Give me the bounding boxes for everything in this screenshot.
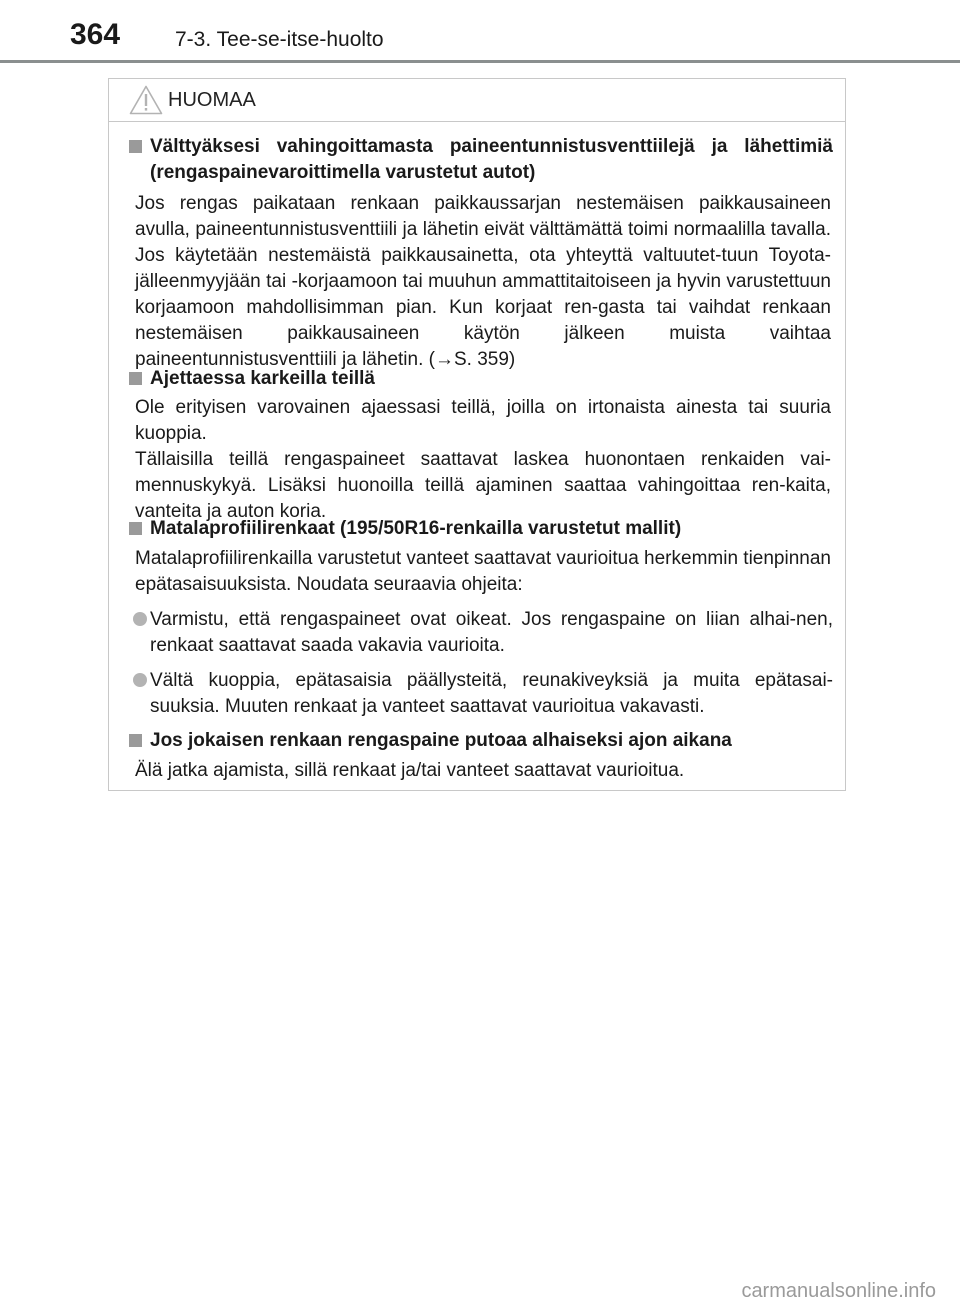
item-text: Jos rengas paikataan renkaan paikkaussarjan nestemäisen paikkausaineen avulla, paineentunnistusventtiili ja lähetin eivät välttämättä toimi normaalilla tavalla. Jos käytetään nestemäistä paikkausainetta, ota yhteyttä valtuutet-tuun Toyota-jälleenmyyjään tai -korjaamoon tai muuhun ammattitaitoiseen ja hyvin varustettuun korjaamoon mahdollisimman pian. Kun korjaat ren-gasta tai vaihdat renkaan nestemäisen paikkausaineen käytön jälkeen muista vaihtaa paineentunnistusventtiili ja lähetin. (→S. 359) [135, 193, 831, 370]
item-text: Ole erityisen varovainen ajaessasi teillä, joilla on irtonaista ainesta tai suuria kuoppia. Tällaisilla teillä rengaspaineet saattavat laskea huonontaen renkaiden vai-mennuskykyä. Lisäksi huonoilla teillä ajaminen saattaa vahingoittaa ren-kaita, vanteita ja auton koria. [135, 397, 831, 522]
item-text: Älä jatka ajamista, sillä renkaat ja/tai vanteet saattavat vaurioitua. [135, 760, 685, 781]
square-bullet-icon [129, 372, 142, 385]
notice-header [109, 79, 845, 122]
page-header [0, 0, 960, 60]
round-bullet-icon [133, 612, 147, 626]
page-number: 364 [70, 18, 121, 51]
item-heading: Ajettaessa karkeilla teillä [133, 366, 833, 392]
square-bullet-icon [129, 140, 142, 153]
round-bullet-icon [133, 673, 147, 687]
square-bullet-icon [129, 522, 142, 535]
item-text: Matalaprofiilirenkailla varustetut vanteet saattavat vaurioitua herkemmin tienpinnan epätasaisuuksista. Noudata seuraavia ohjeita: [135, 548, 831, 595]
list-item: Vältä kuoppia, epätasaisia päällysteitä, reunakiveyksiä ja muita epätasai-suuksia. Muuten renkaat ja vanteet saattavat vaurioitua vakavasti. [133, 668, 833, 720]
section-title: 7-3. Tee-se-itse-huolto [175, 28, 384, 51]
item-heading: Matalaprofiilirenkaat (195/50R16-renkailla varustetut mallit) [133, 516, 833, 542]
warning-triangle-icon [129, 85, 163, 115]
watermark: carmanualsonline.info [741, 1280, 936, 1302]
notice-label: HUOMAA [168, 89, 256, 111]
header-rule [0, 60, 960, 63]
notice-box [108, 78, 846, 791]
list-item: Varmistu, että rengaspaineet ovat oikeat. Jos rengaspaine on liian alhai-nen, renkaat saattavat saada vakavia vaurioita. [133, 607, 833, 659]
item-heading: Välttyäksesi vahingoittamasta paineentunnistusventtiilejä ja lähettimiä (rengaspainevaroittimella varustetut autot) [133, 134, 833, 186]
item-heading: Jos jokaisen renkaan rengaspaine putoaa alhaiseksi ajon aikana [133, 728, 833, 754]
square-bullet-icon [129, 734, 142, 747]
